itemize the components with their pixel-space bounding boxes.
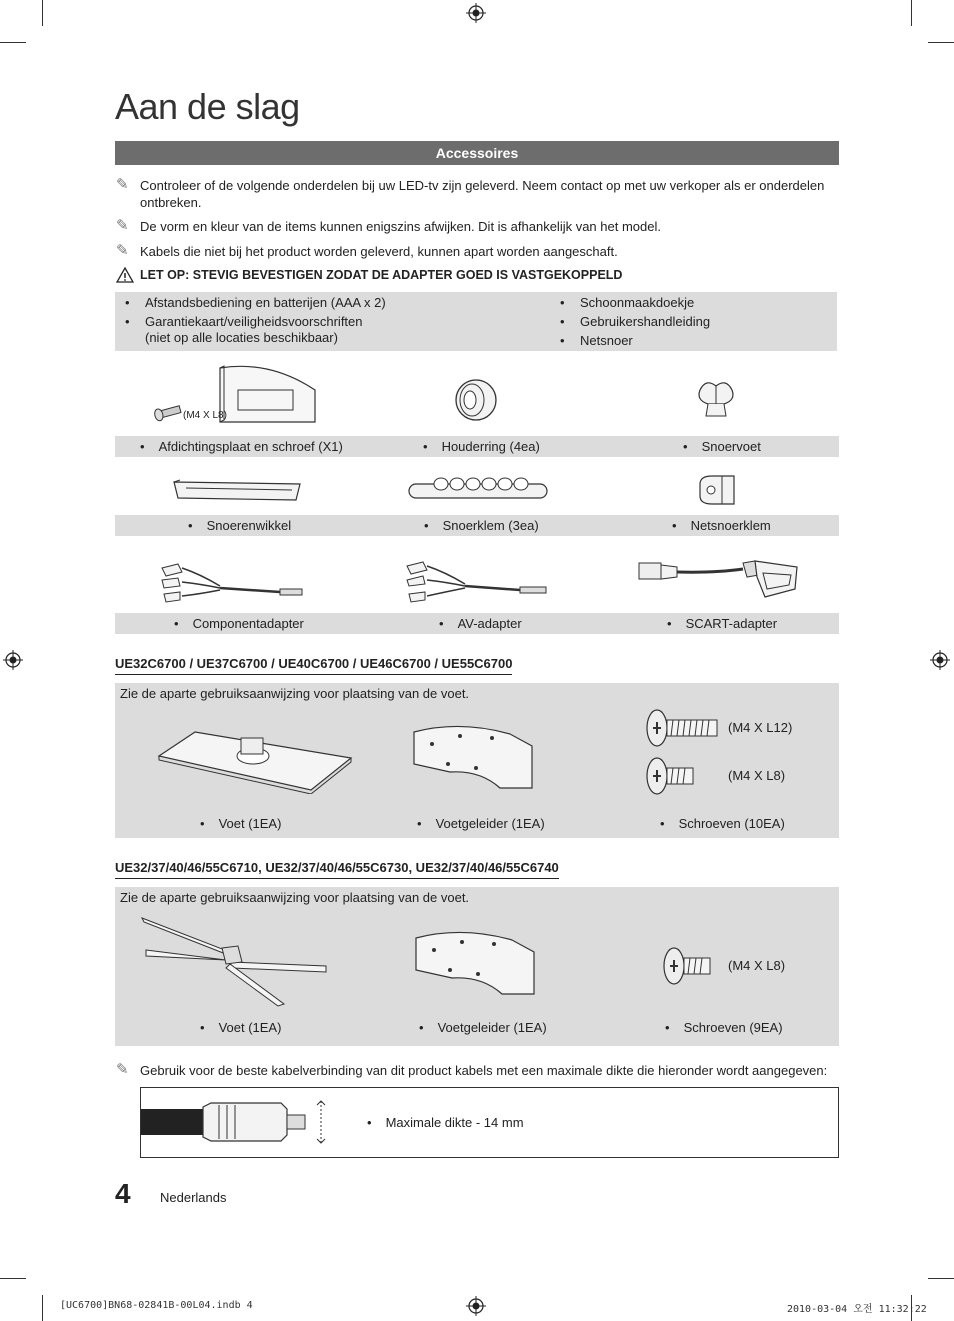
included-list-right [550,293,830,350]
warning-triangle-icon [116,267,140,286]
cable-stand-image [692,376,740,424]
cable-clamp-image [405,474,551,508]
note: ✎ Gebruik voor de beste kabelverbinding van dit product kabels met een maximale dikte die hieronder wordt aangegeven: [116,1061,828,1078]
stand-guide-image [412,926,538,996]
cable-max-thickness: • Maximale dikte - 14 mm [367,1115,524,1130]
component-adapter-image [160,560,310,608]
accessory-label: • Netsnoerklem [672,518,771,533]
stand-item-label: • Voetgeleider (1EA) [417,816,545,831]
pencil-note-icon: ✎ [116,242,129,259]
stand-intro: Zie de aparte gebruiksaanwijzing voor plaatsing van de voet. [120,890,470,905]
included-list-left [115,293,535,331]
page-number: 4 [115,1178,131,1209]
av-adapter-image [405,558,555,606]
accessory-label: • Componentadapter [174,616,304,631]
stand-item-label: • Voet (1EA) [200,816,281,831]
list-item-continuation: (niet op alle locaties beschikbaar) [145,330,338,345]
section-header: Accessoires [115,141,839,165]
sealing-plate-image [150,360,320,432]
holder-ring-image [452,376,500,424]
accessory-label: • Afdichtingsplaat en schroef (X1) [140,439,343,454]
note: ✎ Kabels die niet bij het product worden geleverd, kunnen apart worden aangeschaft. [116,242,618,259]
crop-mark [928,42,954,43]
cable-plug-image [141,1099,331,1145]
stand-intro: Zie de aparte gebruiksaanwijzing voor plaatsing van de voet. [120,686,470,701]
screw-size-label: (M4 X L8) [183,410,227,421]
screw-size-label: (M4 X L12) [728,720,793,735]
registration-mark-icon [466,3,486,23]
pencil-note-icon: ✎ [116,1061,129,1078]
note: ✎ De vorm en kleur van de items kunnen enigszins afwijken. Dit is afhankelijk van het model. [116,217,661,234]
model-heading: UE32/37/40/46/55C6710, UE32/37/40/46/55C6730, UE32/37/40/46/55C6740 [115,860,559,879]
accessory-label: • Snoerklem (3ea) [424,518,539,533]
registration-mark-icon [466,1296,486,1316]
page-title: Aan de slag [115,86,300,127]
model-heading: UE32C6700 / UE37C6700 / UE40C6700 / UE46C6700 / UE55C6700 [115,656,512,675]
accessory-label: • Snoerenwikkel [188,518,291,533]
accessory-label: • Snoervoet [683,439,761,454]
registration-mark-icon [930,650,950,670]
pencil-note-icon: ✎ [116,217,129,234]
screw-size-label: (M4 X L8) [728,768,786,783]
stand-guide-image [410,720,536,790]
accessory-label: • SCART-adapter [667,616,777,631]
crop-mark [911,0,912,26]
accessory-label: • AV-adapter [439,616,522,631]
power-cord-clamp-image [694,474,740,506]
stand-item-label: • Voetgeleider (1EA) [419,1020,547,1035]
stand-legs-image [140,916,330,1008]
list-item: • Garantiekaart/veiligheidsvoorschriften [115,312,535,331]
screw-m4l8-image [645,756,697,796]
crop-mark [0,1278,26,1279]
stand-base-image [155,728,355,794]
registration-mark-icon [3,650,23,670]
page-language: Nederlands [160,1190,227,1205]
screw-m4l8-image [662,946,714,986]
screw-size-label: (M4 X L8) [728,958,786,973]
screw-m4l12-image [645,708,721,748]
print-timestamp: 2010-03-04 오전 11:32:22 [787,1304,927,1315]
stand-item-label: • Schroeven (10EA) [660,816,785,831]
pencil-note-icon: ✎ [116,176,129,193]
list-item: • Gebruikershandleiding [550,312,830,331]
warning-note: LET OP: STEVIG BEVESTIGEN ZODAT DE ADAPTER GOED IS VASTGEKOPPELD [116,267,840,286]
crop-mark [42,0,43,26]
wire-holder-image [170,478,304,504]
list-item: • Schoonmaakdoekje [550,293,830,312]
stand-item-label: • Schroeven (9EA) [665,1020,783,1035]
note: ✎ Controleer of de volgende onderdelen bij uw LED-tv zijn geleverd. Neem contact op met uw verkoper als er onderdelen ontbreken. [116,176,825,210]
crop-mark [0,42,26,43]
list-item: • Afstandsbediening en batterijen (AAA x 2) [115,293,535,312]
crop-mark [42,1295,43,1321]
crop-mark [928,1278,954,1279]
print-file-info: [UC6700]BN68-02841B-00L04.indb 4 [60,1300,253,1311]
list-item: • Netsnoer [550,331,830,350]
stand-item-label: • Voet (1EA) [200,1020,281,1035]
scart-adapter-image [635,555,803,603]
accessory-label: • Houderring (4ea) [423,439,540,454]
